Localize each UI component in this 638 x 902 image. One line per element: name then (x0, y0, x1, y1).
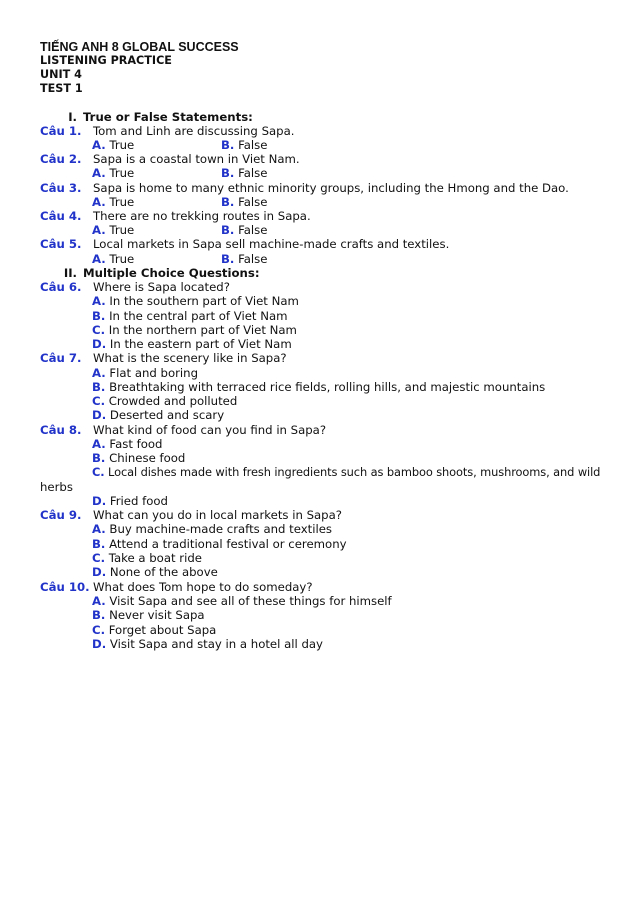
option-letter: C. (92, 394, 106, 408)
option-text: Fried food (109, 494, 168, 508)
question-label: Câu 2. (40, 152, 82, 166)
option-letter: A. (92, 594, 106, 608)
question-text: Local markets in Sapa sell machine-made crafts and textiles. (93, 237, 450, 251)
option-b[interactable] (92, 537, 347, 551)
option-text: In the central part of Viet Nam (109, 309, 288, 323)
option-letter: D. (92, 565, 107, 579)
question-label: Câu 10. (40, 580, 90, 594)
question-text: Tom and Linh are discussing Sapa. (93, 124, 295, 138)
question-text: Where is Sapa located? (93, 280, 230, 294)
option-letter: A. (92, 252, 106, 266)
question-label: Câu 4. (40, 209, 82, 223)
option-text: None of the above (109, 565, 218, 579)
option-letter: A. (92, 437, 106, 451)
option-a[interactable] (92, 294, 299, 308)
option-a[interactable] (92, 437, 162, 451)
option-text: False (238, 166, 268, 180)
option-letter: D. (92, 637, 107, 651)
option-letter: B. (92, 380, 106, 394)
option-b[interactable] (92, 608, 205, 622)
question-text: What kind of food can you find in Sapa? (93, 423, 327, 437)
section-title: Multiple Choice Questions: (83, 266, 260, 280)
option-letter: C. (92, 323, 106, 337)
option-letter: A. (92, 138, 106, 152)
option-b[interactable] (221, 166, 267, 180)
question-label: Câu 7. (40, 351, 82, 365)
question-label: Câu 9. (40, 508, 82, 522)
option-a[interactable] (92, 522, 332, 536)
section-heading-multiple-choice (57, 266, 260, 280)
page-title: TIẾNG ANH 8 GLOBAL SUCCESS (40, 40, 239, 54)
question-label: Câu 3. (40, 181, 82, 195)
option-text: True (109, 252, 135, 266)
option-letter: A. (92, 195, 106, 209)
option-a[interactable] (92, 366, 198, 380)
option-text: Crowded and polluted (108, 394, 238, 408)
option-letter: A. (92, 366, 106, 380)
option-text: Flat and boring (109, 366, 199, 380)
option-text: In the northern part of Viet Nam (108, 323, 297, 337)
option-a[interactable] (92, 138, 134, 152)
question-text: What can you do in local markets in Sapa? (93, 508, 342, 522)
option-text: Deserted and scary (109, 408, 225, 422)
option-text: Chinese food (109, 451, 186, 465)
question-label: Câu 6. (40, 280, 82, 294)
option-letter: B. (221, 223, 235, 237)
page-subtitle: LISTENING PRACTICE (40, 54, 172, 67)
question-text: What is the scenery like in Sapa? (93, 351, 287, 365)
option-letter: D. (92, 337, 107, 351)
section-number: I. (68, 110, 77, 124)
question-label: Câu 1. (40, 124, 82, 138)
option-text: Attend a traditional festival or ceremony (109, 537, 347, 551)
option-letter: B. (221, 195, 235, 209)
option-d[interactable] (92, 637, 323, 651)
option-text: Visit Sapa and see all of these things for himself (109, 594, 392, 608)
option-d[interactable] (92, 494, 168, 508)
option-text: Visit Sapa and stay in a hotel all day (109, 637, 323, 651)
option-letter: B. (221, 138, 235, 152)
option-text: Local dishes made with fresh ingredients such as bamboo shoots, mushrooms, and wild (108, 465, 601, 479)
option-text: True (109, 166, 135, 180)
option-b[interactable] (221, 252, 267, 266)
option-letter: C. (92, 623, 106, 637)
option-letter: B. (92, 537, 106, 551)
option-text: In the eastern part of Viet Nam (109, 337, 292, 351)
option-letter: A. (92, 166, 106, 180)
option-c[interactable] (92, 623, 216, 637)
option-d[interactable] (92, 565, 218, 579)
option-letter: B. (92, 309, 106, 323)
question-text: What does Tom hope to do someday? (93, 580, 313, 594)
option-letter: C. (92, 465, 105, 479)
option-text: Buy machine-made crafts and textiles (109, 522, 333, 536)
option-text: True (109, 195, 135, 209)
option-letter: B. (92, 451, 106, 465)
option-text: False (238, 138, 268, 152)
option-text: Take a boat ride (108, 551, 202, 565)
option-letter: B. (92, 608, 106, 622)
option-a[interactable] (92, 195, 134, 209)
option-a[interactable] (92, 223, 134, 237)
option-a[interactable] (92, 252, 134, 266)
question-text: There are no trekking routes in Sapa. (93, 209, 311, 223)
option-letter: B. (221, 166, 235, 180)
option-c[interactable] (92, 465, 600, 479)
option-text: False (238, 223, 268, 237)
question-label: Câu 8. (40, 423, 82, 437)
option-text: In the southern part of Viet Nam (109, 294, 299, 308)
option-d[interactable] (92, 408, 224, 422)
option-letter: A. (92, 294, 106, 308)
option-b[interactable] (221, 223, 267, 237)
option-letter: B. (221, 252, 235, 266)
section-number: II. (63, 266, 77, 280)
option-b[interactable] (92, 309, 288, 323)
option-a[interactable] (92, 166, 134, 180)
option-letter: D. (92, 494, 107, 508)
option-text: Breathtaking with terraced rice fields, rolling hills, and majestic mountains (109, 380, 546, 394)
option-b[interactable] (221, 138, 267, 152)
option-c[interactable] (92, 394, 237, 408)
option-b[interactable] (221, 195, 267, 209)
option-b[interactable] (92, 451, 185, 465)
section-heading-true-false (57, 110, 253, 124)
option-text: True (109, 138, 135, 152)
option-text: Forget about Sapa (108, 623, 217, 637)
option-text: Never visit Sapa (109, 608, 205, 622)
option-a[interactable] (92, 594, 392, 608)
section-title: True or False Statements: (83, 110, 253, 124)
option-d[interactable] (92, 337, 292, 351)
option-text: Fast food (109, 437, 163, 451)
option-letter: A. (92, 223, 106, 237)
option-c-continuation: herbs (40, 480, 73, 494)
option-letter: D. (92, 408, 107, 422)
option-letter: A. (92, 522, 106, 536)
test-label: TEST 1 (40, 82, 83, 95)
question-text: Sapa is home to many ethnic minority groups, including the Hmong and the Dao. (93, 181, 569, 195)
unit-label: UNIT 4 (40, 68, 82, 81)
option-letter: C. (92, 551, 106, 565)
option-text: False (238, 195, 268, 209)
option-c[interactable] (92, 551, 202, 565)
option-text: True (109, 223, 135, 237)
question-text: Sapa is a coastal town in Viet Nam. (93, 152, 300, 166)
question-label: Câu 5. (40, 237, 82, 251)
option-c[interactable] (92, 323, 297, 337)
option-text: False (238, 252, 268, 266)
option-b[interactable] (92, 380, 545, 394)
